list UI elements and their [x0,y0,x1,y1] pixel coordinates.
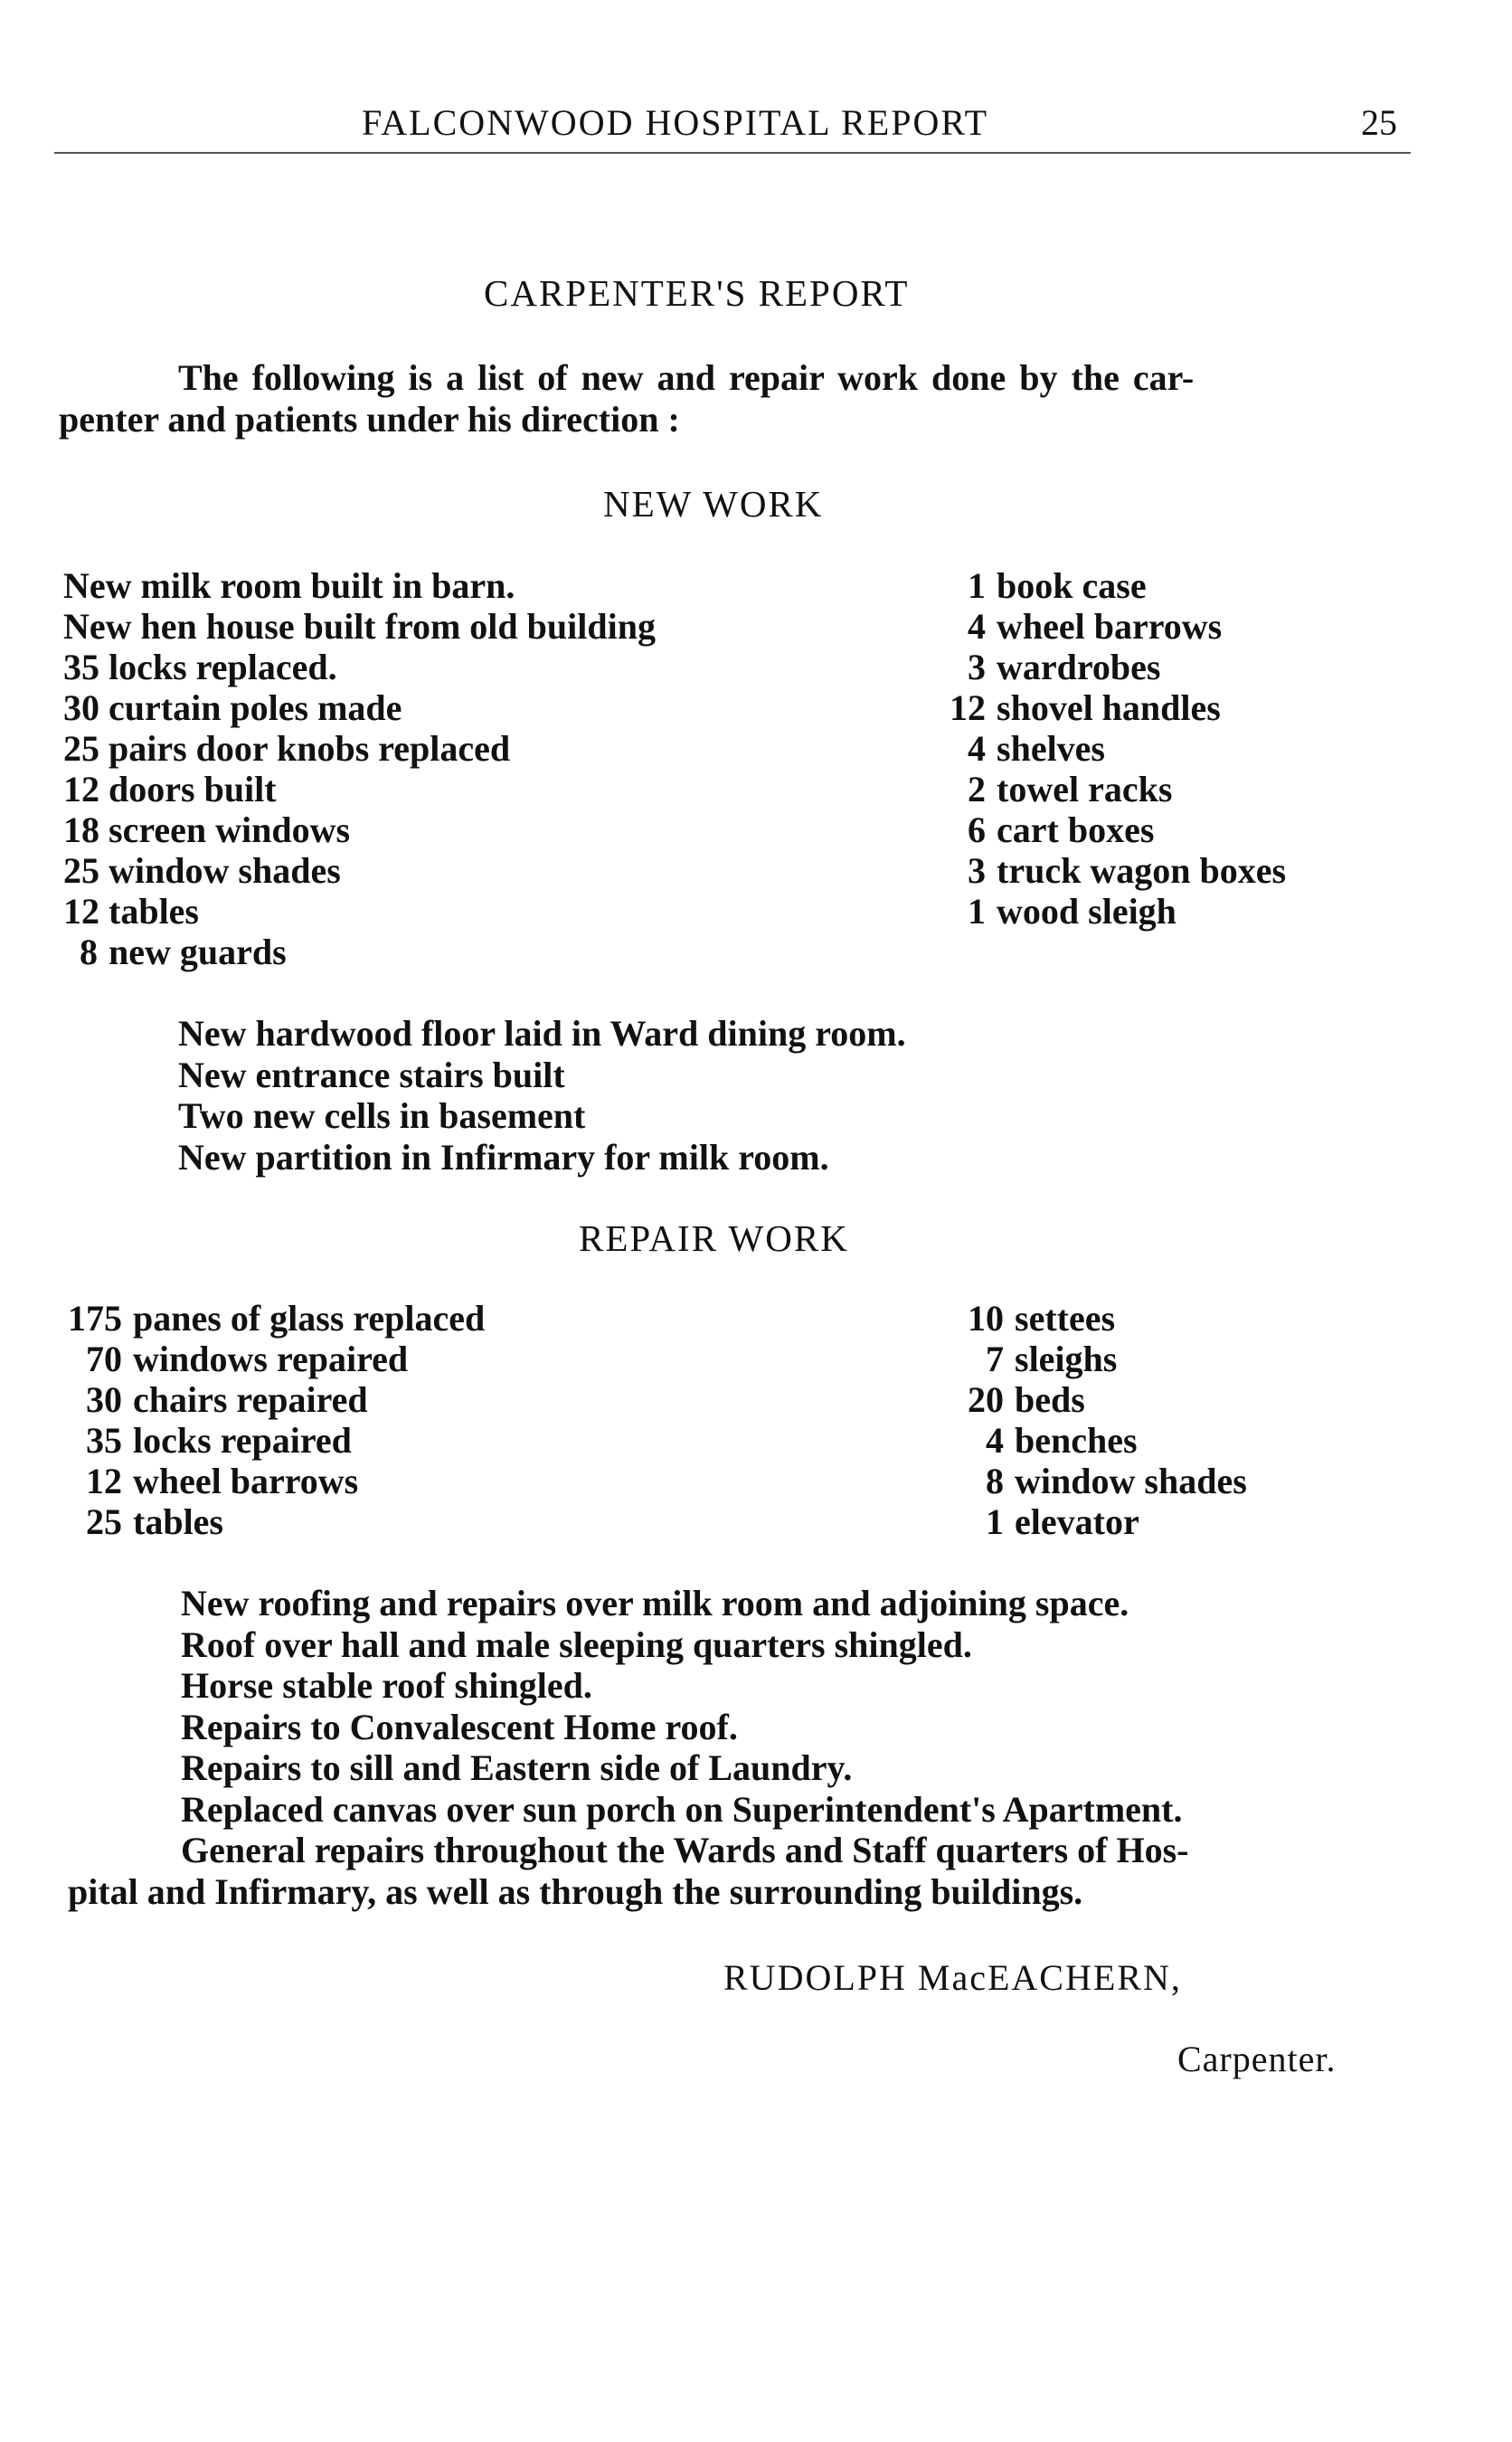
list-item [63,850,656,891]
list-item [68,1379,485,1420]
list-item [959,1339,1247,1379]
list-item [63,647,656,687]
repair-work-right-list [959,1298,1247,1542]
item-text: wheel barrows [997,606,1223,647]
repair-closing-line: pital and Infirmary, as well as through the surrounding buildings. [68,1871,1083,1912]
item-quantity: 1 [986,1501,1004,1542]
list-item [940,647,1286,687]
item-text: settees [1015,1298,1116,1339]
list-item [959,1461,1247,1501]
text-line: Repairs to Convalescent Home roof. [181,1706,738,1747]
list-item [940,809,1286,850]
list-item [63,728,656,769]
list-item [940,850,1286,891]
list-item [63,565,656,606]
repair-work-left-list [68,1298,485,1542]
item-quantity: 20 [968,1379,1004,1420]
text-line: Horse stable roof shingled. [181,1665,592,1706]
text-line: Two new cells in basement [178,1095,586,1136]
text-line: General repairs throughout the Wards and Staff quarters of Hos- [181,1830,1189,1870]
item-quantity: 35 [63,647,99,687]
item-quantity: 8 [80,932,98,972]
item-text: book case [997,565,1147,606]
text-line: New partition in Infirmary for milk room. [178,1136,829,1178]
item-quantity: 18 [63,809,99,850]
item-text: wood sleigh [997,891,1177,932]
item-quantity: 6 [968,809,986,850]
new-work-extra-lines [178,1013,906,1178]
item-quantity: 1 [968,565,986,606]
item-text: cart boxes [997,809,1155,850]
list-item [68,1461,485,1501]
item-text: panes of glass replaced [133,1298,486,1339]
item-text: tables [109,891,199,932]
text-line: New entrance stairs built [178,1054,565,1095]
item-quantity: 25 [63,850,99,891]
item-text: wheel barrows [133,1461,359,1501]
item-text: tables [133,1501,223,1542]
new-work-heading: NEW WORK [603,483,824,525]
item-quantity: 10 [968,1298,1004,1339]
item-quantity: 4 [986,1420,1004,1461]
list-item [68,1420,485,1461]
list-item [940,891,1286,932]
list-item [940,565,1286,606]
item-text: windows repaired [133,1339,409,1379]
item-text: pairs door knobs replaced [109,728,511,769]
item-text: screen windows [109,809,351,850]
item-text: wardrobes [997,647,1161,687]
item-quantity: 12 [86,1461,122,1501]
item-text: beds [1015,1379,1085,1420]
item-quantity: 70 [86,1339,122,1379]
item-quantity: 4 [968,606,986,647]
item-text: towel racks [997,769,1173,809]
text-line: Roof over hall and male sleeping quarters shingled. [181,1623,972,1665]
item-quantity: 35 [86,1420,122,1461]
list-item [940,769,1286,809]
item-quantity: 25 [86,1501,122,1542]
item-quantity: 8 [986,1461,1004,1501]
list-item [68,1298,485,1339]
text-line: New roofing and repairs over milk room and adjoining space. [181,1583,1129,1623]
item-text: locks replaced. [109,647,337,687]
list-item [68,1501,485,1542]
new-work-left-list [63,565,656,972]
intro-line-1: The following is a list of new and repair work done by the car- [178,357,1195,398]
item-quantity: 30 [63,687,99,728]
item-quantity: 25 [63,728,99,769]
list-item [63,932,656,972]
signature-name: RUDOLPH MacEACHERN, [723,1957,1182,1998]
running-head: FALCONWOOD HOSPITAL REPORT [362,102,989,143]
list-item [959,1298,1247,1339]
item-text: locks repaired [133,1420,352,1461]
report-title: CARPENTER'S REPORT [484,272,910,314]
signature-title: Carpenter. [1177,2039,1337,2079]
text-line: New hardwood floor laid in Ward dining room. [178,1013,906,1054]
list-item [63,687,656,728]
item-quantity: 7 [986,1339,1004,1379]
item-text: new guards [109,932,287,972]
list-item [940,687,1286,728]
item-quantity: 12 [63,891,99,932]
item-text: window shades [1015,1461,1247,1501]
repair-work-heading: REPAIR WORK [579,1217,849,1259]
item-quantity: 3 [968,850,986,891]
item-text: benches [1015,1420,1138,1461]
item-text: New milk room built in barn. [63,565,515,606]
new-work-right-list [940,565,1286,932]
list-item [959,1379,1247,1420]
item-text: chairs repaired [133,1379,368,1420]
item-text: window shades [109,850,341,891]
list-item [63,891,656,932]
item-quantity: 12 [950,687,986,728]
item-text: shelves [997,728,1105,769]
list-item [959,1420,1247,1461]
list-item [63,606,656,647]
item-text: sleighs [1015,1339,1118,1379]
item-text: New hen house built from old building [63,606,656,647]
list-item [940,728,1286,769]
item-quantity: 12 [63,769,99,809]
intro-line-2: penter and patients under his direction : [59,399,680,440]
item-text: doors built [109,769,277,809]
item-quantity: 2 [968,769,986,809]
list-item [68,1339,485,1379]
list-item [63,809,656,850]
list-item [940,606,1286,647]
list-item [63,769,656,809]
item-quantity: 4 [968,728,986,769]
header-rule [54,152,1411,154]
text-line: Repairs to sill and Eastern side of Laundry. [181,1747,853,1788]
page-number: 25 [1361,102,1397,143]
item-quantity: 30 [86,1379,122,1420]
repair-work-extra-lines [181,1583,1188,1871]
list-item [959,1501,1247,1542]
item-text: curtain poles made [109,687,402,728]
text-line: Replaced canvas over sun porch on Superintendent's Apartment. [181,1788,1183,1830]
item-quantity: 1 [968,891,986,932]
item-text: truck wagon boxes [997,850,1287,891]
item-text: elevator [1015,1501,1139,1542]
item-text: shovel handles [997,687,1221,728]
item-quantity: 3 [968,647,986,687]
item-quantity: 175 [68,1298,122,1339]
